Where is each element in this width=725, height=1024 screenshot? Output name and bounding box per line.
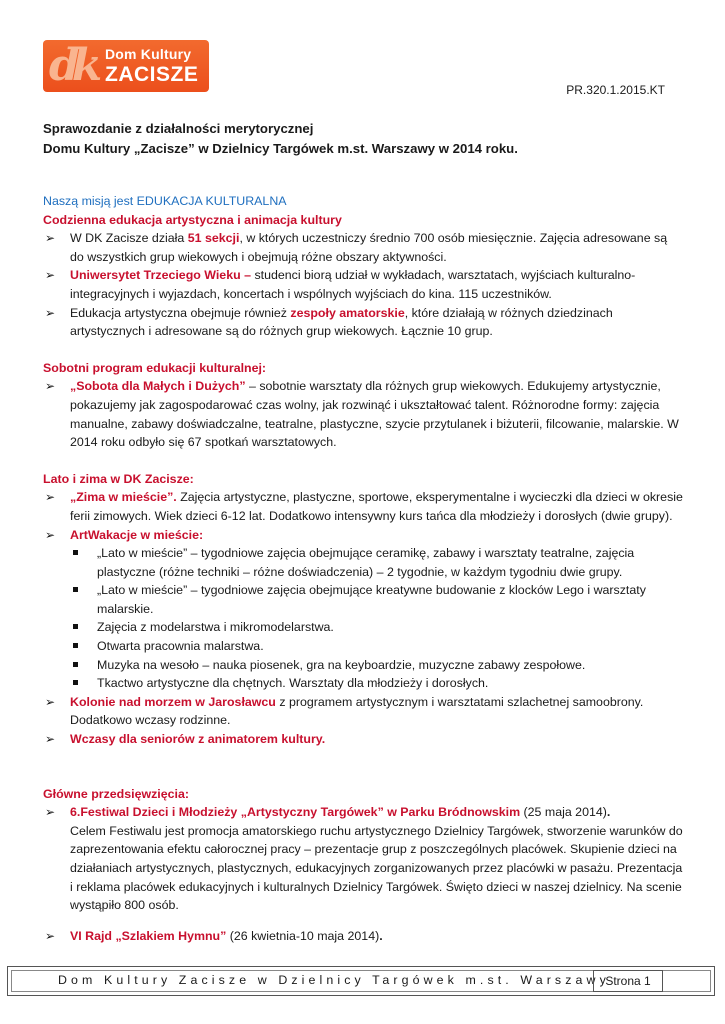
highlight: zespoły amatorskie — [290, 305, 405, 320]
arrow-bullet-icon: ➢ — [45, 231, 56, 246]
text: , które działają w różnych dziedzinach artystycznych i adresowane są do różnych grup wiekowych. Łącznie 10 grup. — [70, 305, 613, 339]
arrow-bullet-icon: ➢ — [45, 490, 56, 505]
sub-list-item — [43, 544, 683, 581]
dom-kultury-zacisze-logo — [43, 40, 209, 92]
text: . — [606, 805, 611, 820]
list-item — [43, 229, 683, 266]
text: (25 maja 2014) — [520, 805, 607, 820]
text: Zajęcia z modelarstwa i mikromodelarstwa. — [97, 620, 334, 635]
highlight: 6.Festiwal Dzieci i Młodzieży „Artystyczny Targówek” w Parku Bródnowskim — [70, 805, 521, 820]
arrow-bullet-icon: ➢ — [45, 732, 56, 747]
list-item — [43, 377, 683, 451]
document-reference: PR.320.1.2015.KT — [566, 83, 665, 97]
sub-list-item — [43, 674, 683, 693]
square-bullet-icon — [73, 550, 78, 555]
text: Otwarta pracownia malarstwa. — [97, 639, 264, 654]
text: studenci biorą udział w wykładach, warsztatach, wyjściach kulturalno-integracyjnych i wyjazdach, koncertach i wspólnych wyjściach do kina. 115 uczestników. — [70, 268, 636, 301]
text: Edukacja artystyczna obejmuje również — [70, 305, 291, 320]
list-item — [43, 526, 683, 545]
arrow-bullet-icon: ➢ — [45, 527, 56, 542]
arrow-bullet-icon: ➢ — [45, 928, 56, 943]
text: (26 kwietnia-10 maja 2014) — [226, 928, 380, 943]
list-item — [43, 730, 683, 749]
logo-line1: Dom Kultury — [105, 46, 192, 62]
section-heading-main-events: Główne przedsięwzięcia: — [43, 786, 189, 801]
mission-value: EDUKACJA KULTURALNA — [136, 194, 287, 208]
highlight: Wczasy dla seniorów z animatorem kultury. — [70, 732, 326, 747]
text: Tkactwo artystyczne dla chętnych. Warsztaty dla młodzieży i dorosłych. — [97, 676, 489, 691]
list-item — [43, 927, 683, 946]
highlight: „Zima w mieście”. — [70, 490, 177, 505]
document-title — [43, 119, 673, 159]
arrow-bullet-icon: ➢ — [45, 694, 56, 709]
highlight: ArtWakacje w mieście: — [70, 527, 204, 542]
arrow-bullet-icon: ➢ — [45, 268, 56, 283]
arrow-bullet-icon: ➢ — [45, 305, 56, 320]
mission-prefix: Naszą misją jest — [43, 194, 137, 208]
sub-list-item — [43, 581, 683, 618]
highlight: Kolonie nad morzem w Jarosławcu — [70, 694, 276, 709]
square-bullet-icon — [73, 624, 78, 629]
text: Muzyka na wesoło – nauka piosenek, gra na keyboardzie, muzyczne zabawy zespołowe. — [97, 657, 586, 672]
logo-line2: ZACISZE — [105, 63, 199, 86]
sub-list-item — [43, 656, 683, 675]
dk-logo-mark: dk — [49, 40, 95, 91]
text: . — [379, 928, 383, 943]
text: , w których uczestniczy średnio 700 osób miesięcznie. Zajęcia adresowane są do wszystkich grup wiekowych i obejmują różne obszary aktywności. — [70, 231, 668, 264]
text: W DK Zacisze działa — [70, 231, 188, 246]
text: Zajęcia artystyczne, plastyczne, sportowe, eksperymentalne i wycieczki dla dzieci w okresie ferii zimowych. Wiek dzieci 6-12 lat. Dodatkowo intensywny kurs tańca dla młodzieży i dorosłych (dwie grupy). — [70, 490, 683, 523]
list-item — [43, 693, 683, 730]
festival-description: Celem Festiwalu jest promocja amatorskiego ruchu artystycznego Dzielnicy Targówek, stworzenie warunków do zaprezentowania efektu całorocznej pracy – prezentacje grup z poszczególnych placówek. Skupienie dzieci na działaniach artystycznych, plastycznych, edukacyjnych zorganizowanych przez placówki w pasażu. Prezentacja i reklama placówek edukacyjnych i kulturalnych Dzielnicy Targówek. Święto dzieci w naszej dzielnicy. Na scenie wystąpiło 800 osób. — [70, 823, 683, 913]
list-item — [43, 803, 683, 915]
list-item — [43, 488, 683, 525]
mission-statement — [43, 192, 683, 211]
square-bullet-icon — [73, 662, 78, 667]
highlight: „Sobota dla Małych i Dużych” — [70, 379, 246, 394]
title-line2: Domu Kultury „Zacisze” w Dzielnicy Targówek m.st. Warszawy w 2014 roku. — [43, 141, 518, 156]
sub-list-item — [43, 618, 683, 637]
highlight: 51 sekcji — [187, 231, 240, 246]
text: „Lato w mieście” – tygodniowe zajęcia obejmujące ceramikę, zabawy i warsztaty teatralne, zajęcia plastyczne (różne techniki – różne doświadczenia) – 2 tygodnie, w każdym tygodniu dwie grupy. — [97, 546, 635, 579]
list-item — [43, 266, 683, 303]
section-heading-daily: Codzienna edukacja artystyczna i animacja kultury — [43, 212, 342, 227]
text: – sobotnie warsztaty dla różnych grup wiekowych. Edukujemy artystycznie, pokazujemy jak zagospodarować czas wolny, jak rozwinąć i ukształtować talent. Różnorodne formy: zajęcia manualne, zabawy doświadczalne, teatralne, plastyczne, szycie przytulanek i biżuterii, filcowanie, malarskie. W 2014 roku odbyło się 67 spotkań warsztatowych. — [70, 379, 679, 450]
page-footer — [7, 966, 715, 996]
highlight: VI Rajd „Szlakiem Hymnu” — [70, 928, 227, 943]
document-body — [43, 192, 683, 945]
arrow-bullet-icon: ➢ — [45, 805, 56, 820]
section-heading-saturday: Sobotni program edukacji kulturalnej: — [43, 360, 267, 375]
text: „Lato w mieście” – tygodniowe zajęcia obejmujące kreatywne budowanie z klocków Lego i warsztaty malarskie. — [97, 583, 646, 616]
footer-text: Dom Kultury Zacisze w Dzielnicy Targówek m.st. Warszawy — [58, 973, 610, 987]
title-line1: Sprawozdanie z działalności merytorycznej — [43, 121, 314, 136]
square-bullet-icon — [73, 680, 78, 685]
highlight: Uniwersytet Trzeciego Wieku – — [70, 268, 255, 283]
page-number: Strona 1 — [593, 970, 663, 992]
text: z programem artystycznym i warsztatami szlachetnej samoobrony. Dodatkowo wczasy rodzinne. — [70, 694, 644, 728]
section-heading-summer-winter: Lato i zima w DK Zacisze: — [43, 471, 194, 486]
square-bullet-icon — [73, 587, 78, 592]
list-item — [43, 304, 683, 341]
sub-list-item — [43, 637, 683, 656]
square-bullet-icon — [73, 643, 78, 648]
arrow-bullet-icon: ➢ — [45, 379, 56, 394]
